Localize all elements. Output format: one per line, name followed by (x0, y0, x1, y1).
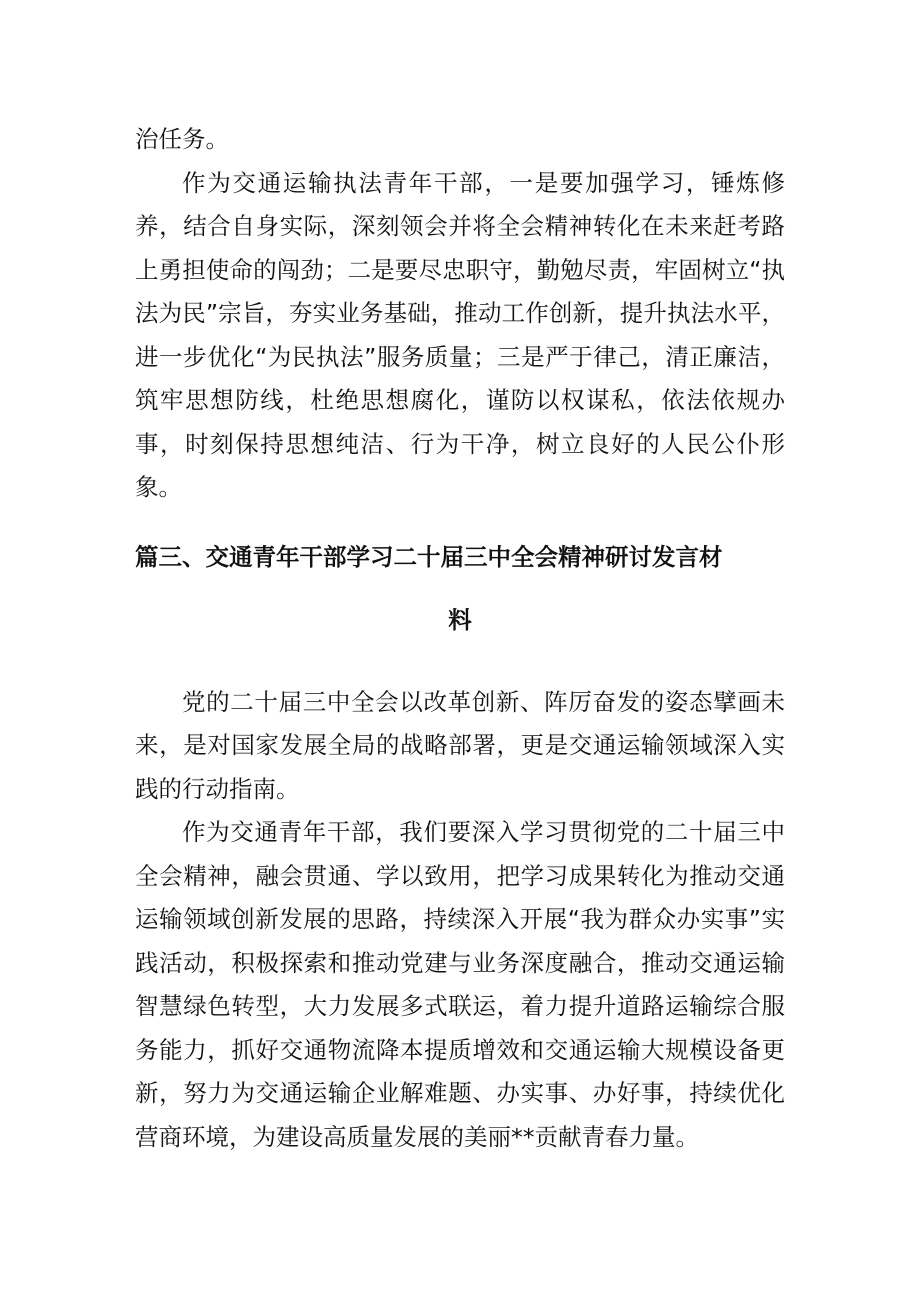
document-body (135, 118, 785, 1159)
spacer-after-heading (135, 643, 785, 681)
paragraph-1: 作为交通运输执法青年干部，一是要加强学习，锤炼修养，结合自身实际，深刻领会并将全会精神转化在未来赶考路上勇担使命的闯劲；二是要尽忠职守，勤勉尽责，牢固树立“执法为民”宗旨，夯实业务基础，推动工作创新，提升执法水平，进一步优化“为民执法”服务质量；三是严于律己，清正廉洁，筑牢思想防线，杜绝思想腐化，谨防以权谋私，依法依规办事，时刻保持思想纯洁、行为干净，树立良好的人民公仆形象。 (135, 168, 785, 501)
section-heading-line-1: 篇三、交通青年干部学习二十届三中全会精神研讨发言材 (135, 542, 723, 571)
paragraph-3: 作为交通青年干部，我们要深入学习贯彻党的二十届三中全会精神，融会贯通、学以致用，把学习成果转化为推动交通运输领域创新发展的思路，持续深入开展“我为群众办实事”实践活动，积极探索和推动党建与业务深度融合，推动交通运输智慧绿色转型，大力发展多式联运，着力提升道路运输综合服务能力，抓好交通物流降本提质增效和交通运输大规模设备更新，努力为交通运输企业解难题、办实事、办好事，持续优化营商环境，为建设高质量发展的美丽**贡献青春力量。 (135, 818, 785, 1151)
spacer-before-heading (135, 510, 785, 536)
top-fragment: 治任务。 (135, 125, 229, 153)
section-heading-line-2: 料 (448, 606, 472, 634)
section-heading (135, 536, 785, 643)
paragraph-2: 党的二十届三中全会以改革创新、阵厉奋发的姿态擘画未来，是对国家发展全局的战略部署，更是交通运输领域深入实践的行动指南。 (135, 687, 785, 803)
